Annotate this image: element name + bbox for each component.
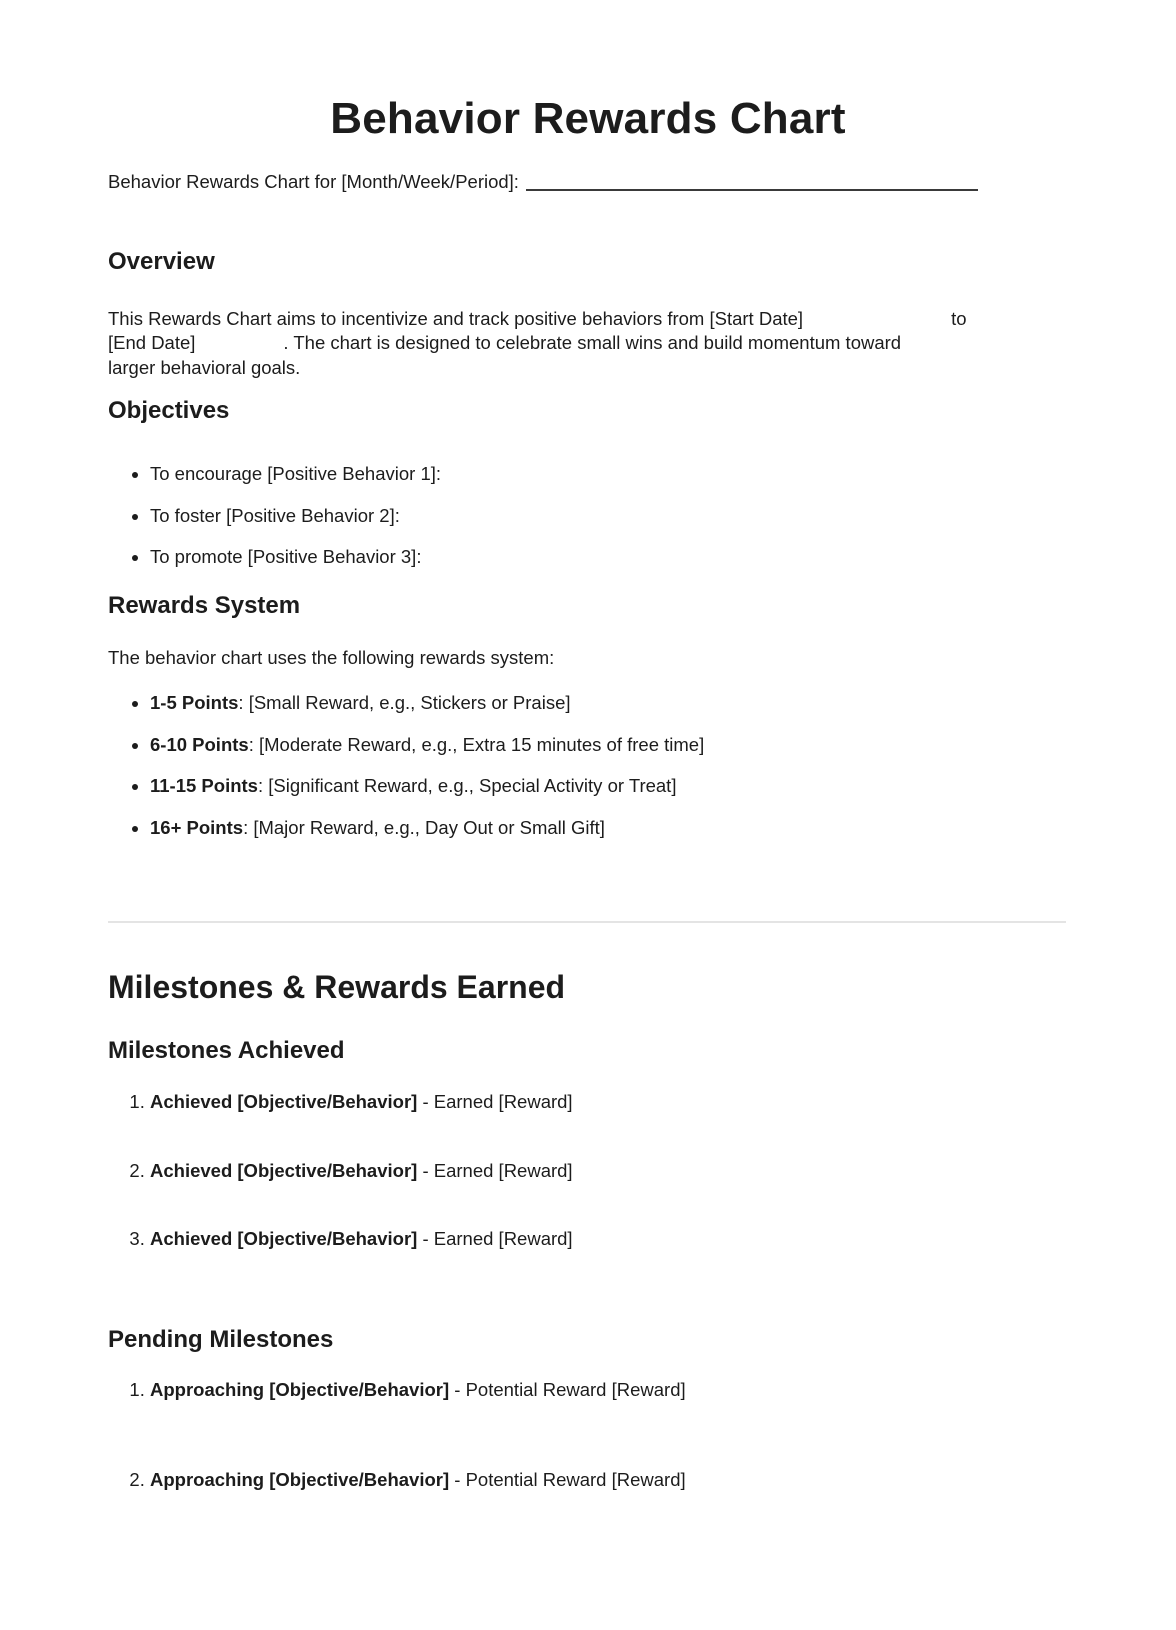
- overview-line-1: [108, 307, 1130, 332]
- achieved-milestone-bold: Achieved [Objective/Behavior]: [150, 1159, 418, 1181]
- achieved-milestone-item: [150, 1227, 1130, 1252]
- period-fill-in-line: [108, 170, 1130, 195]
- reward-tier-label: 11-15 Points: [150, 775, 258, 796]
- objective-item: • To promote [Positive Behavior 3]:: [150, 545, 1130, 570]
- reward-tier-item: [150, 733, 1130, 758]
- overview-line-2-lead: [End Date]: [108, 332, 196, 353]
- section-divider: [108, 921, 1066, 923]
- reward-tier-label: 1-5 Points: [150, 692, 239, 713]
- objective-item: • To foster [Positive Behavior 2]:: [150, 504, 1130, 529]
- overview-line-1-text: This Rewards Chart aims to incentivize and track positive behaviors from [Start Date]: [108, 307, 804, 329]
- overview-paragraph: [108, 307, 1130, 381]
- achieved-milestone-rest: - Earned [Reward]: [417, 1228, 573, 1249]
- pending-milestone-bold: Approaching [Objective/Behavior]: [150, 1378, 450, 1400]
- reward-tier-item: [150, 774, 1130, 799]
- period-blank-underline: [526, 171, 978, 191]
- milestones-achieved-list: [108, 1090, 1130, 1252]
- rewards-system-heading: Rewards System: [108, 591, 301, 619]
- achieved-milestone-rest: - Earned [Reward]: [417, 1091, 573, 1112]
- rewards-list: [108, 691, 1130, 840]
- achieved-milestone-bold: Achieved [Objective/Behavior]: [150, 1228, 418, 1249]
- pending-milestone-rest: - Potential Reward [Reward]: [449, 1378, 686, 1400]
- pending-milestones-heading: Pending Milestones: [108, 1325, 334, 1353]
- achieved-milestone-bold: Achieved [Objective/Behavior]: [150, 1091, 418, 1112]
- objective-item: • To encourage [Positive Behavior 1]:: [150, 462, 1130, 487]
- pending-milestone-item: [150, 1468, 1130, 1493]
- overview-heading: Overview: [108, 247, 215, 275]
- reward-tier-desc: : [Major Reward, e.g., Day Out or Small Gift]: [243, 816, 605, 838]
- reward-tier-desc: : [Moderate Reward, e.g., Extra 15 minutes of free time]: [248, 733, 705, 755]
- rewards-system-intro: The behavior chart uses the following rewards system:: [108, 646, 555, 668]
- reward-tier-item: [150, 816, 1130, 841]
- pending-milestone-rest: - Potential Reward [Reward]: [449, 1469, 686, 1490]
- reward-tier-desc: : [Significant Reward, e.g., Special Activity or Treat]: [257, 775, 677, 796]
- pending-milestone-item: [150, 1378, 1130, 1403]
- achieved-milestone-item: [150, 1159, 1130, 1184]
- pending-milestone-bold: Approaching [Objective/Behavior]: [150, 1469, 450, 1490]
- achieved-milestone-item: [150, 1090, 1130, 1115]
- reward-tier-label: 16+ Points: [150, 816, 244, 838]
- document-body: [0, 144, 1176, 1493]
- reward-tier-label: 6-10 Points: [150, 733, 249, 755]
- objectives-list: [108, 462, 1130, 570]
- pending-milestones-list: [108, 1378, 1130, 1493]
- milestones-section-heading: Milestones & Rewards Earned: [108, 969, 566, 1005]
- overview-line-1-tail: to: [951, 307, 967, 329]
- objectives-heading: Objectives: [108, 397, 230, 424]
- overview-line-2-tail: . The chart is designed to celebrate small wins and build momentum toward: [283, 332, 902, 353]
- document-title: Behavior Rewards Chart: [330, 94, 846, 143]
- overview-line-3: larger behavioral goals.: [108, 356, 301, 378]
- reward-tier-item: [150, 691, 1130, 716]
- period-label: Behavior Rewards Chart for [Month/Week/Period]:: [108, 171, 519, 192]
- overview-line-2: [108, 331, 1130, 356]
- achieved-milestone-rest: - Earned [Reward]: [417, 1159, 573, 1181]
- reward-tier-desc: : [Small Reward, e.g., Stickers or Praise]: [238, 692, 571, 713]
- milestones-achieved-heading: Milestones Achieved: [108, 1037, 345, 1064]
